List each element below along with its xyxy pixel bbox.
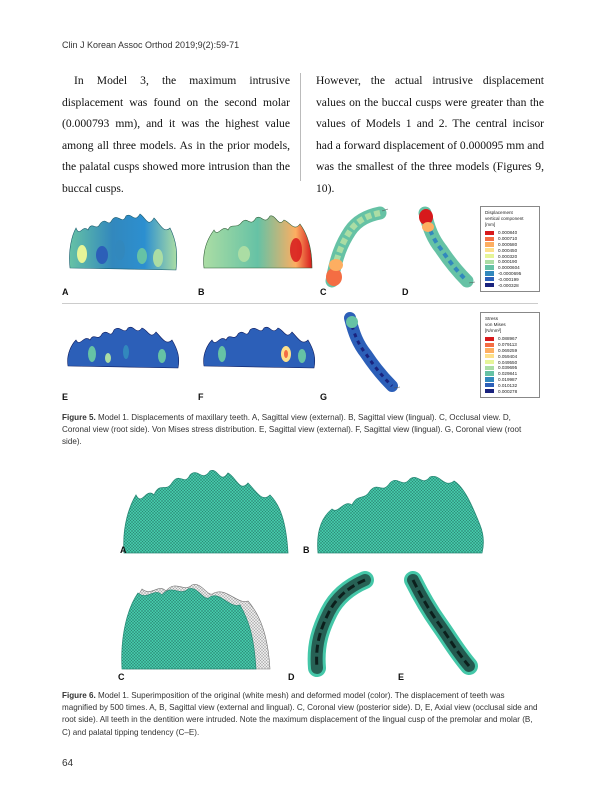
legend-swatch: [485, 354, 494, 358]
figure-5-caption-label: Figure 5.: [62, 413, 96, 422]
body-text-right: However, the actual intrusive displacement values on the buccal cusps were greater than the values of Models 1 and 2. The central incisor had a forward displacement of 0.000095 mm and was the smallest of the three models (Figures 9, 10).: [316, 74, 544, 195]
legend-value: 0.010132: [498, 382, 518, 388]
legend-value: 0.049550: [498, 359, 518, 365]
legend-value: 0.000450: [498, 247, 518, 253]
legend-swatch: [485, 242, 494, 246]
legend-swatch: [485, 360, 494, 364]
fig6-label-c: C: [118, 672, 125, 682]
fig6-label-d: D: [288, 672, 295, 682]
figure-5-caption-text: Model 1. Displacements of maxillary teeth. A, Sagittal view (external). B, Sagittal view (lingual). C, Occlusal view. D, Coronal view (root side). Von Mises stress distribution. E, Sagittal view (external). F, Sagittal view (lingual). G, Coronal view (root side).: [62, 413, 522, 447]
legend-swatch: [485, 377, 494, 381]
fig5-label-e: E: [62, 392, 69, 402]
legend-value: 0.000710: [498, 236, 518, 242]
stress-legend: [480, 312, 540, 398]
fig5-panel-f-image: [198, 318, 323, 373]
fig6-panel-a-image: [120, 465, 300, 560]
body-text-left: In Model 3, the maximum intrusive displacement was found on the second molar (0.000793 mm), and it was the highest value among all three models. As in the prior models, the palatal cusps showed more intrusion than the buccal cusps.: [62, 74, 290, 195]
displacement-legend: [480, 206, 540, 292]
fig5-label-g: G: [320, 392, 328, 402]
legend-value: 0.000320: [498, 253, 518, 259]
fig5-panel-a-image: [62, 210, 187, 285]
page-number: 64: [62, 758, 74, 769]
legend-value: 0.079113: [498, 342, 517, 348]
legend-title-line: vertical component: [485, 216, 524, 221]
legend-title-line: [mm]: [485, 222, 496, 227]
fig5-label-b: B: [198, 287, 205, 297]
fig5-panel-d-image: [405, 205, 480, 290]
figure-5-divider: [62, 303, 538, 304]
legend-swatch: [485, 343, 494, 347]
legend-swatch: [485, 277, 494, 281]
legend-value: 0.000840: [498, 230, 518, 236]
legend-value: 0.0000604: [498, 265, 520, 271]
legend-swatch: [485, 366, 494, 370]
figure-6-caption: [62, 690, 540, 739]
fig6-label-a: A: [120, 545, 127, 555]
legend-swatch: [485, 265, 494, 269]
legend-value: 0.059404: [498, 353, 518, 359]
fig6-label-e: E: [398, 672, 405, 682]
legend-value: 0.000580: [498, 241, 518, 247]
legend-title-line: Stress: [485, 316, 499, 321]
legend-swatch: [485, 260, 494, 264]
legend-title-line: [N/mm²]: [485, 328, 502, 333]
legend-value: 0.069259: [498, 347, 518, 353]
fig5-label-a: A: [62, 287, 69, 297]
legend-swatch: [485, 283, 494, 287]
legend-value: 0.019987: [498, 376, 518, 382]
journal-header: Clin J Korean Assoc Orthod 2019;9(2):59-71: [62, 40, 240, 50]
legend-value: 0.088967: [498, 336, 518, 342]
legend-row: [485, 282, 535, 288]
legend-title-line: Displacement: [485, 210, 513, 215]
column-divider: [300, 73, 301, 181]
legend-swatch: [485, 248, 494, 252]
legend-swatch: [485, 271, 494, 275]
legend-value: 0.000190: [498, 259, 518, 265]
legend-swatch: [485, 348, 494, 352]
legend-swatch: [485, 383, 494, 387]
fig6-panel-c-image: [118, 575, 283, 675]
legend-value: -0.000328: [498, 282, 519, 288]
legend-swatch: [485, 254, 494, 258]
fig5-panel-g-image: [330, 310, 405, 395]
fig5-panel-e-image: [62, 318, 187, 373]
legend-value: 0.000278: [498, 388, 518, 394]
fig6-label-b: B: [303, 545, 310, 555]
fig6-panel-b-image: [312, 465, 492, 560]
legend-swatch: [485, 231, 494, 235]
legend-title-line: von Mises: [485, 322, 506, 327]
legend-swatch: [485, 371, 494, 375]
fig5-label-d: D: [402, 287, 409, 297]
legend-swatch: [485, 389, 494, 393]
fig5-label-f: F: [198, 392, 204, 402]
fig5-panel-c-image: [318, 205, 393, 290]
fig6-panel-e-image: [395, 572, 485, 677]
legend-value: 0.029841: [498, 371, 518, 377]
figure-6-caption-label: Figure 6.: [62, 691, 96, 700]
legend-swatch: [485, 337, 494, 341]
figure-6-caption-text: Model 1. Superimposition of the original (white mesh) and deformed model (color). The displacement of teeth was magnified by 500 times. A, B, Sagittal view (external and lingual). C, Coronal view (posterior side). D, E, Axial view (occlusal side and root side). All teeth in the dentition were intruded. Note the maximum displacement of the lingual cusp of the premolar and molar (B, C) and palatal tipping tendency (C–E).: [62, 691, 538, 737]
legend-value: -0.0000695: [498, 270, 522, 276]
fig5-label-c: C: [320, 287, 327, 297]
figure-5-caption: [62, 412, 540, 449]
legend-row: [485, 388, 535, 394]
fig5-panel-b-image: [198, 210, 323, 285]
legend-value: -0.000199: [498, 276, 519, 282]
legend-value: 0.039695: [498, 365, 518, 371]
fig6-panel-d-image: [295, 572, 385, 677]
legend-swatch: [485, 237, 494, 241]
